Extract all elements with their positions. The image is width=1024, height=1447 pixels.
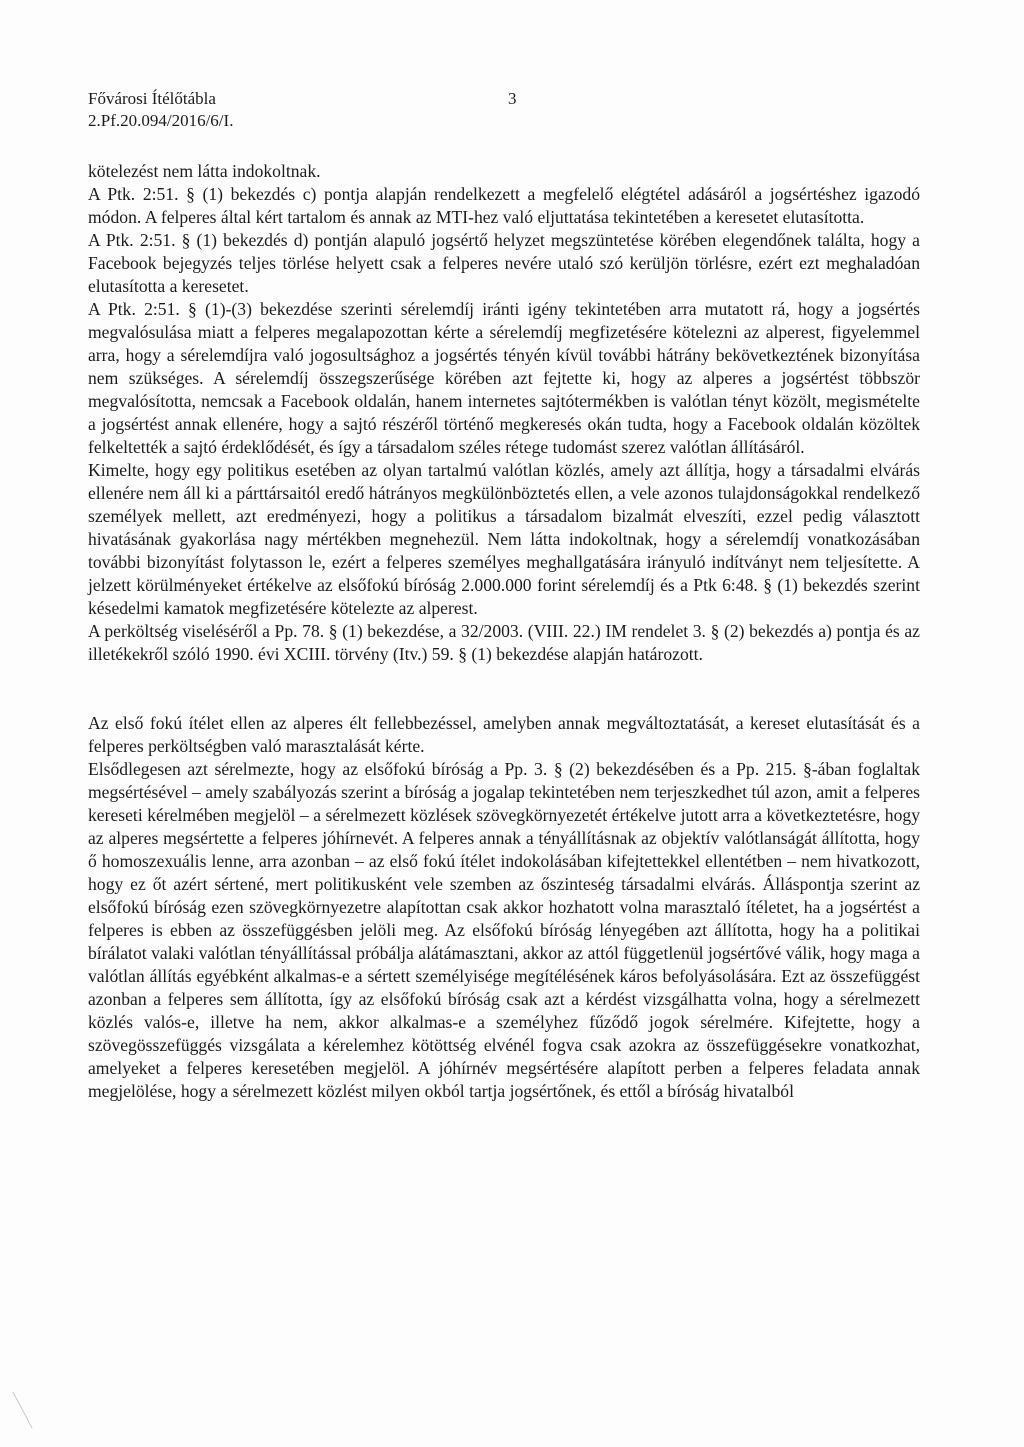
paragraph: A Ptk. 2:51. § (1) bekezdés c) pontja alapján rendelkezett a megfelelő elégtétel adásáról a jogsértéshez igazodó módon. A felperes által kért tartalom és annak az MTI-hez való eljuttatása tekintetében a keresetet elutasította. xyxy=(88,184,920,227)
paragraph: A Ptk. 2:51. § (1)-(3) bekezdése szerinti sérelemdíj iránti igény tekintetében arra mutatott rá, hogy a jogsértés megvalósulása miatt a felperes megalapozottan kérte a sérelemdíj megfizetésére kötelezni az alperest, figyelemmel arra, hogy a sérelemdíjra való jogosultsághoz a jogsértés tényén kívül további hátrány bekövetkeztének bizonyítása nem szükséges. A sérelemdíj összegszerűsége körében azt fejtette ki, hogy az alperes a jogsértést többször megvalósította, nemcsak a Facebook oldalán, hanem internetes sajtótermékben is valótlan tényt közölt, megismételte a jogsértést annak ellenére, hogy a sajtó részéről történő megkeresés okán tudta, hogy a Facebook oldalán közöltek felkeltették a sajtó érdeklődését, és így a társadalom széles rétege tudomást szerez valótlan állításáról. xyxy=(88,299,920,457)
paragraph: Az első fokú ítélet ellen az alperes élt fellebbezéssel, amelyben annak megváltoztatását, a kereset elutasítását és a felperes perköltségben való marasztalását kérte. xyxy=(88,713,920,756)
paragraph: Kimelte, hogy egy politikus esetében az olyan tartalmú valótlan közlés, amely azt állítja, hogy a társadalmi elvárás ellenére nem áll ki a párttársaitól eredő hátrányos megkülönböztetés ellen, a vele azonos tulajdonságokkal rendelkező személyek mellett, azt eredményezi, hogy a politikus a társadalom bizalmát elveszíti, ezzel pedig választott hivatásának gyakorlása nagy mértékben megnehezül. Nem látta indokoltnak, hogy a sérelemdíj vonatkozásában további bizonyítást folytasson le, ezért a felperes személyes meghallgatására irányuló indítványt nem teljesítette. A jelzett körülményeket értékelve az elsőfokú bíróság 2.000.000 forint sérelemdíj és a Ptk 6:48. § (1) bekezdés szerint késedelmi kamatok megfizetésére kötelezte az alperest. xyxy=(88,460,920,618)
paragraph: A Ptk. 2:51. § (1) bekezdés d) pontján alapuló jogsértő helyzet megszüntetése körében elegendőnek találta, hogy a Facebook bejegyzés teljes törlése helyett csak a felperes nevére utaló szó kerüljön törlésre, ezért ezt meghaladóan elutasította a keresetet. xyxy=(88,230,920,296)
page-header xyxy=(88,88,233,132)
paragraph-spacer xyxy=(88,666,920,689)
case-number: 2.Pf.20.094/2016/6/I. xyxy=(88,111,234,130)
paragraph: A perköltség viseléséről a Pp. 78. § (1) bekezdése, a 32/2003. (VIII. 22.) IM rendelet 3. § (2) bekezdés a) pontja és az illetékekről szóló 1990. évi XCIII. törvény (Itv.) 59. § (1) bekezdése alapján határozott. xyxy=(88,621,920,664)
paragraph: Elsődlegesen azt sérelmezte, hogy az elsőfokú bíróság a Pp. 3. § (2) bekezdésében és a Pp. 215. §-ában foglaltak megsértésével – amely szabályozás szerint a bíróság a jogalap tekintetében nem terjeszkedhet túl azon, amit a felperes kereseti kérelmében megjelöl – a sérelmezett közlések szövegkörnyezetét értékelve jutott arra a következtetésre, hogy az alperes megsértette a felperes jóhírnevét. A felperes annak a tényállításnak az objektív valótlanságát állította, hogy ő homoszexuális lenne, arra azonban – az első fokú ítélet indokolásában kifejtettekkel ellentétben – nem hivatkozott, hogy ez őt azért sértené, mert politikusként vele szemben az őszinteség társadalmi elvárás. Álláspontja szerint az elsőfokú bíróság ezen szövegkörnyezetre alapítottan csak akkor hozhatott volna marasztaló ítéletet, ha a jogsértést a felperes is ebben az összefüggésben jelöli meg. Az elsőfokú bíróság lényegében azt állította, hogy ha a politikai bírálatot valaki valótlan tényállítással próbálja alátámasztani, akkor az attól függetlenül jogsértővé válik, hogy maga a valótlan állítás egyébként alkalmas-e a sértett személyisége megítélésének káros befolyásolására. Ezt az összefüggést azonban a felperes sem állította, így az elsőfokú bíróság csak azt a kérdést vizsgálhatta volna, hogy a sérelmezett közlés valós-e, illetve ha nem, akkor alkalmas-e a személyhez fűződő jogok sérelmére. Kifejtette, hogy a szövegösszefüggés vizsgálata a kérelemhez kötöttség elvénél fogva csak azokra az összefüggésekre vonatkozhat, amelyeket a felperes keresetében megjelöl. A jóhírnév megsértésére alapított perben a felperes feladata annak megjelölése, hogy a sérelmezett közlést milyen okból tartja jogsértőnek, és ettől a bíróság hivatalból xyxy=(88,759,920,1101)
scan-corner-mark xyxy=(12,1392,56,1428)
paragraph: kötelezést nem látta indokoltnak. xyxy=(88,161,321,181)
court-name: Fővárosi Ítélőtábla xyxy=(88,89,216,108)
page-number: 3 xyxy=(508,89,517,108)
document-body xyxy=(88,160,920,1103)
paragraph-spacer xyxy=(88,689,920,712)
